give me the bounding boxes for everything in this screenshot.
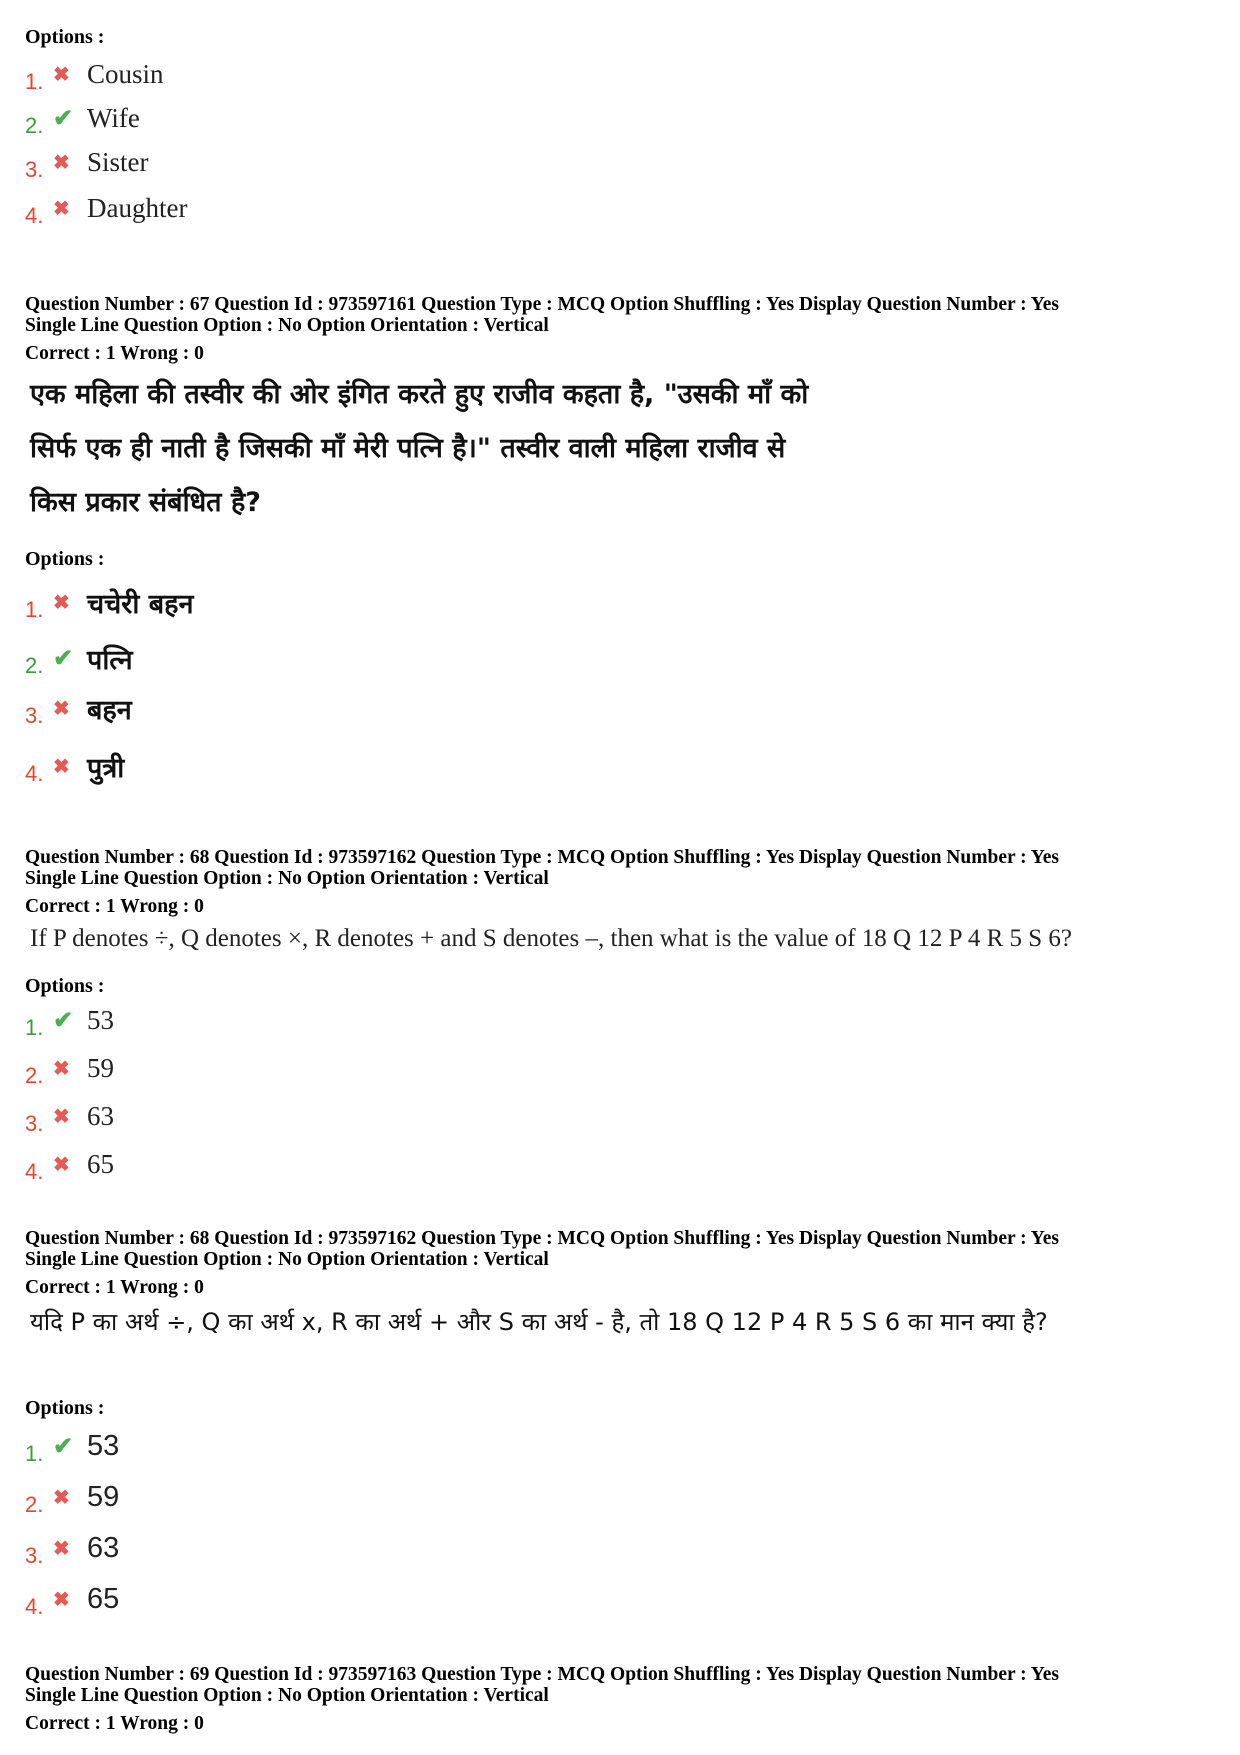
question-meta-line1: Question Number : 69 Question Id : 973597163 Question Type : MCQ Option Shuffling : Yes Display Question Number : Yes — [25, 1664, 1059, 1685]
cross-icon: ✖ — [53, 63, 70, 86]
option-3 — [25, 686, 132, 730]
option-number: 2. — [25, 113, 44, 138]
option-4 — [25, 744, 124, 788]
option-text: 63 — [87, 1100, 114, 1131]
question-meta-line2: Single Line Question Option : No Option Orientation : Vertical — [25, 1685, 549, 1706]
question-line: सिर्फ एक ही नाती है जिसकी माँ मेरी पत्नि है।" तस्वीर वाली महिला राजीव से — [30, 433, 786, 464]
question-meta-line1: Question Number : 67 Question Id : 973597161 Question Type : MCQ Option Shuffling : Yes Display Question Number : Yes — [25, 294, 1059, 315]
option-4 — [25, 1577, 119, 1621]
option-4 — [25, 186, 187, 230]
option-2 — [25, 1046, 114, 1090]
cross-icon: ✖ — [53, 197, 70, 220]
question-line: एक महिला की तस्वीर की ओर इंगित करते हुए राजीव कहता है, "उसकी माँ को — [30, 379, 809, 410]
question-meta-line1: Question Number : 68 Question Id : 973597162 Question Type : MCQ Option Shuffling : Yes Display Question Number : Yes — [25, 1228, 1059, 1249]
cross-icon: ✖ — [53, 1588, 70, 1611]
option-text: Sister — [87, 146, 149, 177]
cross-icon: ✖ — [53, 1537, 70, 1560]
option-4 — [25, 1142, 114, 1186]
check-icon: ✔ — [53, 1433, 74, 1460]
cross-icon: ✖ — [53, 1105, 70, 1128]
option-number: 2. — [25, 1492, 44, 1517]
option-number: 1. — [25, 597, 44, 622]
option-number: 1. — [25, 1015, 44, 1040]
option-2 — [25, 636, 133, 680]
question-marks: Correct : 1 Wrong : 0 — [25, 896, 204, 917]
question-meta-line2: Single Line Question Option : No Option Orientation : Vertical — [25, 315, 549, 336]
option-text: पुत्री — [87, 752, 125, 784]
options-label: Options : — [25, 1397, 105, 1419]
option-text: 65 — [87, 1148, 114, 1179]
option-number: 3. — [25, 157, 44, 182]
option-text: Wife — [87, 102, 140, 133]
option-number: 3. — [25, 1111, 44, 1136]
options-label: Options : — [25, 975, 105, 997]
cross-icon: ✖ — [53, 1486, 70, 1509]
option-text: चचेरी बहन — [87, 588, 194, 620]
option-1 — [25, 998, 114, 1042]
option-text: 63 — [87, 1531, 120, 1564]
option-3 — [25, 1526, 119, 1570]
options-label: Options : — [25, 548, 105, 570]
question-meta-line1: Question Number : 68 Question Id : 973597162 Question Type : MCQ Option Shuffling : Yes Display Question Number : Yes — [25, 847, 1059, 868]
question-marks: Correct : 1 Wrong : 0 — [25, 343, 204, 364]
question-line: किस प्रकार संबंधित है? — [30, 487, 261, 518]
option-text: पत्नि — [87, 644, 133, 676]
question-meta-line2: Single Line Question Option : No Option Orientation : Vertical — [25, 868, 549, 889]
option-2 — [25, 96, 140, 140]
option-number: 3. — [25, 1543, 44, 1568]
option-number: 4. — [25, 203, 44, 228]
cross-icon: ✖ — [53, 1153, 70, 1176]
check-icon: ✔ — [53, 645, 74, 672]
question-text: यदि P का अर्थ ÷, Q का अर्थ x, R का अर्थ + और S का अर्थ - है, तो 18 Q 12 P 4 R 5 S 6 का मान क्या है? — [30, 1308, 1048, 1336]
options-label: Options : — [25, 26, 105, 48]
check-icon: ✔ — [53, 105, 74, 132]
question-text — [30, 368, 808, 530]
option-text: 53 — [87, 1429, 120, 1462]
option-2 — [25, 1475, 119, 1519]
option-text: 59 — [87, 1480, 120, 1513]
option-number: 2. — [25, 1063, 44, 1088]
option-number: 4. — [25, 761, 44, 786]
option-number: 4. — [25, 1594, 44, 1619]
option-1 — [25, 1424, 119, 1468]
cross-icon: ✖ — [53, 151, 70, 174]
option-number: 3. — [25, 703, 44, 728]
question-marks: Correct : 1 Wrong : 0 — [25, 1277, 204, 1298]
question-text: If P denotes ÷, Q denotes ×, R denotes + and S denotes –, then what is the value of 18 Q 12 P 4 R 5 S 6? — [30, 925, 1073, 952]
option-text: 65 — [87, 1582, 120, 1615]
question-meta-line2: Single Line Question Option : No Option Orientation : Vertical — [25, 1249, 549, 1270]
option-number: 4. — [25, 1159, 44, 1184]
cross-icon: ✖ — [53, 697, 70, 720]
cross-icon: ✖ — [53, 1057, 70, 1080]
check-icon: ✔ — [53, 1007, 74, 1034]
cross-icon: ✖ — [53, 591, 70, 614]
option-1 — [25, 52, 164, 96]
option-number: 1. — [25, 69, 44, 94]
question-marks: Correct : 1 Wrong : 0 — [25, 1713, 204, 1734]
option-1 — [25, 580, 193, 624]
option-number: 2. — [25, 653, 44, 678]
option-number: 1. — [25, 1441, 44, 1466]
option-text: 59 — [87, 1052, 114, 1083]
option-text: Cousin — [87, 58, 164, 89]
option-3 — [25, 140, 149, 184]
option-3 — [25, 1094, 114, 1138]
option-text: बहन — [87, 694, 132, 726]
option-text: Daughter — [87, 192, 188, 223]
cross-icon: ✖ — [53, 755, 70, 778]
option-text: 53 — [87, 1004, 114, 1035]
